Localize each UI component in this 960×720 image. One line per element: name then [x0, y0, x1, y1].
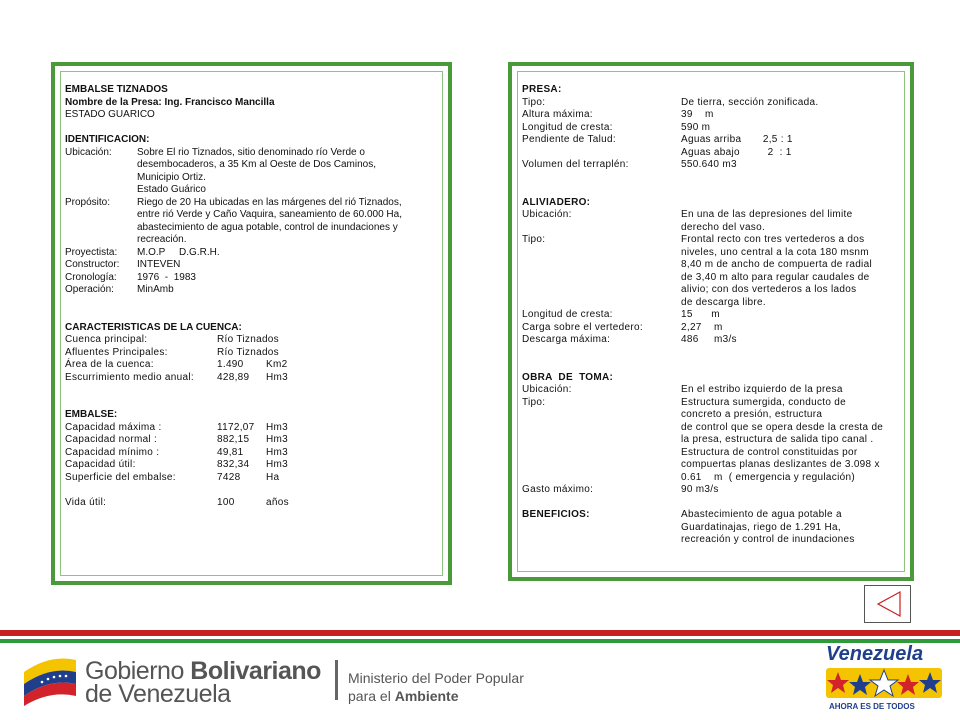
gobierno-subtitle: de Venezuela [85, 680, 231, 708]
aliviadero-tipo-line: Frontal recto con tres vertederos a dos [681, 234, 865, 245]
pendiente-key: Pendiente de Talud: [522, 134, 616, 145]
embalse-row [65, 447, 445, 460]
obra-toma-header: OBRA DE TOMA: [522, 371, 614, 383]
cuenca-value: Río Tiznados [217, 346, 279, 358]
embalse-unit: Hm3 [266, 421, 289, 433]
embalse-key: Capacidad normal : [65, 434, 158, 445]
embalse-row [65, 472, 445, 485]
toma-ubicacion-row [522, 384, 907, 397]
embalse-value: 882,15 [217, 434, 250, 445]
toma-ubicacion-key: Ubicación: [522, 384, 572, 395]
pendiente-value: Aguas arriba 2,5 : 1 [681, 134, 793, 145]
aliviadero-descarga-row [522, 334, 907, 347]
altura-row [522, 109, 907, 122]
vida-util-key: Vida útil: [65, 496, 107, 508]
operacion-value: MinAmb [137, 284, 174, 295]
embalse-header: EMBALSE: [65, 409, 118, 420]
cuenca-row [65, 359, 445, 372]
embalse-unit: Hm3 [266, 446, 289, 458]
operacion-key: Operación: [65, 284, 114, 295]
cronologia-value: 1976 - 1983 [137, 271, 196, 283]
footer-divider [335, 660, 338, 700]
cuenca-header: CARACTERISTICAS DE LA CUENCA: [65, 321, 242, 333]
cuenca-key: Afluentes Principales: [65, 346, 168, 358]
aliviadero-tipo-line: alivio; con dos vertederos a los lados [681, 284, 857, 295]
aliviadero-ubicacion-line: derecho del vaso. [681, 221, 766, 233]
aliviadero-carga-value: 2,27 m [681, 321, 723, 333]
aliviadero-header: ALIVIADERO: [522, 196, 591, 208]
constructor-value: INTEVEN [137, 259, 181, 270]
embalse-value: 832,34 [217, 459, 250, 470]
embalse-unit: Ha [266, 471, 280, 483]
embalse-info-content [65, 84, 445, 509]
toma-tipo-line: 0.61 m ( emergencia y regulación) [681, 471, 855, 483]
proposito-line: abastecimiento de agua potable, control de inundaciones y [137, 221, 398, 233]
aliviadero-tipo-line: niveles, uno central a la cota 180 msnm [681, 246, 869, 258]
volumen-key: Volumen del terraplén: [522, 159, 629, 170]
aliviadero-tipo-line: 8,40 m de ancho de compuerta de radial [681, 259, 872, 270]
embalse-value: 49,81 [217, 446, 244, 458]
embalse-row [65, 459, 445, 472]
altura-value: 39 m [681, 109, 714, 120]
beneficios-line: Guardatinajas, riego de 1.291 Ha, [681, 521, 841, 533]
ubicacion-line: desembocaderos, a 35 Km al Oeste de Dos Caminos, [137, 159, 377, 170]
proyectista-row [65, 247, 445, 260]
gasto-key: Gasto máximo: [522, 484, 594, 495]
toma-ubicacion-value: En el estribo izquierdo de la presa [681, 384, 843, 395]
cuenca-value: 428,89 [217, 371, 250, 383]
cronologia-key: Cronología: [65, 271, 117, 283]
longitud-key: Longitud de cresta: [522, 121, 613, 133]
toma-tipo-line: Estructura de control constituidas por [681, 446, 858, 458]
presa-header: PRESA: [522, 84, 562, 95]
venezuela-logo-text: Venezuela [826, 643, 924, 665]
toma-tipo-row [522, 397, 907, 485]
toma-tipo-line: concreto a presión, estructura [681, 409, 823, 420]
beneficios-row [522, 509, 907, 547]
beneficios-header: BENEFICIOS: [522, 509, 590, 520]
aliviadero-longitud-row [522, 309, 907, 322]
embalse-unit: Hm3 [266, 459, 289, 470]
gasto-row [522, 484, 907, 497]
embalse-key: Capacidad máxima : [65, 421, 162, 433]
embalse-value: 7428 [217, 471, 241, 483]
longitud-value: 590 m [681, 121, 711, 133]
venezuela-flag-swoosh-icon [20, 650, 80, 706]
cuenca-value: Río Tiznados [217, 334, 279, 345]
vida-util-value: 100 [217, 496, 235, 508]
triangle-left-icon [865, 586, 910, 622]
toma-tipo-key: Tipo: [522, 396, 546, 408]
aliviadero-longitud-value: 15 m [681, 309, 720, 320]
vida-util-row [65, 497, 445, 510]
aliviadero-tipo-line: de 3,40 m alto para regular caudales de [681, 271, 870, 283]
aliviadero-ubicacion-line: En una de las depresiones del limite [681, 209, 853, 220]
embalse-key: Superficie del embalse: [65, 471, 176, 483]
ubicacion-row [65, 147, 445, 197]
ubicacion-line: Sobre El rio Tiznados, sitio denominado río Verde o [137, 146, 365, 158]
aliviadero-descarga-key: Descarga máxima: [522, 334, 611, 345]
ministerio-subtitle: para el Ambiente [348, 688, 459, 704]
embalse-value: 1172,07 [217, 421, 255, 433]
volumen-value: 550.640 m3 [681, 159, 737, 170]
constructor-key: Constructor: [65, 259, 120, 270]
embalse-key: Capacidad útil: [65, 459, 136, 470]
aliviadero-longitud-key: Longitud de cresta: [522, 309, 613, 320]
cuenca-unit: Km2 [266, 359, 288, 370]
toma-tipo-line: Estructura sumergida, conducto de [681, 396, 846, 408]
identificacion-header: IDENTIFICACION: [65, 134, 150, 145]
embalse-key: Capacidad mínimo : [65, 446, 160, 458]
longitud-row [522, 122, 907, 135]
embalse-row [65, 434, 445, 447]
embalse-row [65, 422, 445, 435]
proposito-row [65, 197, 445, 247]
proposito-key: Propósito: [65, 196, 111, 208]
aliviadero-carga-key: Carga sobre el vertedero: [522, 321, 643, 333]
gasto-value: 90 m3/s [681, 484, 719, 495]
ubicacion-line: Estado Guárico [137, 184, 206, 195]
toma-tipo-line: la presa, estructura de salida tipo canal . [681, 434, 874, 445]
ministerio-title: Ministerio del Poder Popular [348, 670, 524, 686]
aliviadero-ubicacion-row [522, 209, 907, 234]
pendiente-row [522, 134, 907, 159]
cuenca-row [65, 347, 445, 360]
presa-name: Nombre de la Presa: Ing. Francisco Mancilla [65, 96, 275, 108]
proposito-line: recreación. [137, 234, 187, 245]
cuenca-key: Área de la cuenca: [65, 359, 154, 370]
aliviadero-tipo-line: de descarga libre. [681, 296, 766, 308]
aliviadero-descarga-value: 486 m3/s [681, 334, 737, 345]
toma-tipo-line: compuertas planas deslizantes de 3.098 x [681, 459, 880, 470]
aliviadero-tipo-row [522, 234, 907, 309]
venezuela-logo-tagline: AHORA ES DE TODOS [829, 702, 915, 711]
cuenca-row [65, 334, 445, 347]
tipo-key: Tipo: [522, 96, 546, 108]
aliviadero-ubicacion-key: Ubicación: [522, 209, 572, 220]
proyectista-value: M.O.P D.G.R.H. [137, 246, 220, 258]
gobierno-title: Gobierno Bolivariano [85, 657, 321, 685]
volumen-row [522, 159, 907, 172]
ubicacion-key: Ubicación: [65, 146, 112, 158]
presa-info-content [522, 84, 907, 547]
pendiente-value: Aguas abajo 2 : 1 [681, 146, 792, 158]
aliviadero-carga-row [522, 322, 907, 335]
constructor-row [65, 259, 445, 272]
vida-util-unit: años [266, 496, 289, 508]
previous-slide-button[interactable] [864, 585, 911, 623]
altura-key: Altura máxima: [522, 109, 593, 120]
venezuela-stars-logo-icon [826, 664, 942, 702]
embalse-unit: Hm3 [266, 434, 289, 445]
beneficios-line: recreación y control de inundaciones [681, 534, 855, 545]
tipo-value: De tierra, sección zonificada. [681, 96, 819, 108]
proposito-line: Riego de 20 Ha ubicadas en las márgenes del rió Tiznados, [137, 196, 402, 208]
ubicacion-line: Municipio Ortiz. [137, 171, 206, 183]
embalse-title: EMBALSE TIZNADOS [65, 84, 168, 95]
beneficios-line: Abastecimiento de agua potable a [681, 509, 842, 520]
cuenca-key: Cuenca principal: [65, 334, 148, 345]
cuenca-value: 1.490 [217, 359, 244, 370]
estado-label: ESTADO GUARICO [65, 109, 155, 120]
tipo-row [522, 97, 907, 110]
cuenca-unit: Hm3 [266, 371, 289, 383]
cronologia-row [65, 272, 445, 285]
aliviadero-tipo-key: Tipo: [522, 234, 546, 245]
proyectista-key: Proyectista: [65, 246, 118, 258]
operacion-row [65, 284, 445, 297]
toma-tipo-line: de control que se opera desde la cresta de [681, 421, 884, 433]
cuenca-row [65, 372, 445, 385]
cuenca-key: Escurrimiento medio anual: [65, 371, 194, 383]
proposito-line: entre rió Verde y Caño Vaquira, saneamiento de 60.000 Ha, [137, 209, 402, 220]
